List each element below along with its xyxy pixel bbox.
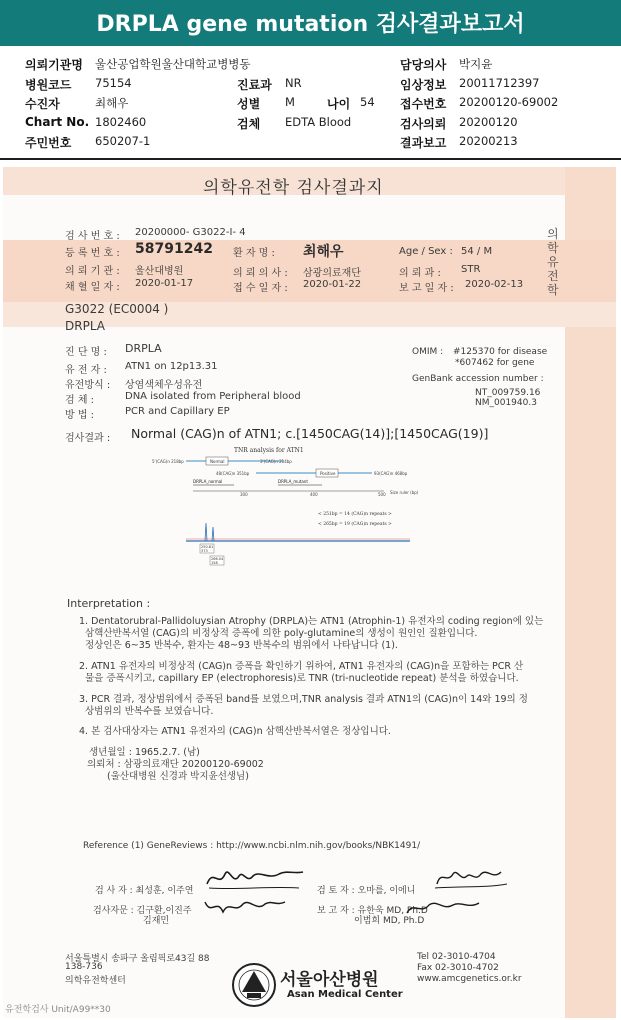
interp-4: 4. 본 검사대상자는 ATN1 유전자의 (CAG)n 삼핵산반복서열은 정상입니다. [79,726,391,737]
req-inst-value: 울산대병원 [135,266,184,277]
genbank-label: GenBank accession number : [412,374,544,384]
genbank-nt: NT_009759.16 [475,388,541,398]
receipt-no-label: 접수번호 [400,97,447,111]
hospital-code-label: 병원코드 [25,78,72,92]
req-inst-label: 의 뢰 기 관 : [65,266,120,277]
label-cag2: 3'(CAG)n 214bp [260,459,292,464]
age-label: 나이 [327,97,351,111]
side-char: 전 [547,269,559,283]
req-doctor-value: 삼광의료재단 [303,268,361,279]
gene-value: ATN1 on 12p13.31 [125,361,218,372]
patient-name-value: 최해우 [303,244,344,260]
side-char: 유 [547,255,559,269]
sex-label: 성별 [237,97,261,111]
reporter-signature [403,895,483,921]
request-date-value: 20200120 [459,115,518,129]
result-label: 검사결과 : [65,433,111,444]
patient-name-label: 환 자 명 : [233,248,275,259]
ruler-label: Size ruler (bp) [390,490,419,495]
report-date-value: 20200213 [459,134,518,148]
footer-left: 유전학검사 Unit/A99**30 [5,1005,111,1015]
specimen-label: 검체 [237,117,261,131]
department-value: NR [285,76,302,90]
ruler-300: 300 [240,492,248,497]
tnr-title: TNR analysis for ATN1 [234,447,304,454]
chart-no-label: Chart No. [25,115,90,129]
test-no-value: 20200000- G3022-I- 4 [135,227,246,238]
method-label: 방 법 : [65,410,95,421]
department-label: 진료과 [237,78,272,92]
reference: Reference (1) GeneReviews : http://www.ncbi.nlm.nih.gov/books/NBK1491/ [83,841,421,851]
legend-2: < 265bp = 19 (CAG)n repeats > [318,522,392,527]
label-cag4: 93(CAG)n 468bp [374,471,408,476]
legend-1: < 251bp = 14 (CAG)n repeats > [318,512,392,517]
institution-value: 울산공업학원울산대학교병병동 [95,57,251,71]
doctor-label: 담당의사 [400,58,447,72]
interp-2-line2: 물을 증폭시키고, capillary EP (electrophoresis)로 TNR (tri-nucleotide repeat) 분석을 하였습니다. [85,673,519,684]
req-doctor-label: 의 뢰 의 사 : [233,268,288,279]
side-char: 학 [547,241,559,255]
method-value: PCR and Capillary EP [125,406,230,417]
reviewer-signature [431,864,511,892]
reporter-label: 보 고 자 : 유한욱 MD, Ph.D [317,906,428,916]
interp-1-line1: 1. Dentatorubral-Pallidoluysian Atrophy (DRPLA)는 ATN1 (Atrophin-1) 유전자의 coding region에 있는 [79,616,544,627]
fax: Fax 02-3010-4702 [417,963,499,973]
doctor-value: 박지윤 [459,57,493,71]
report-date2-value: 2020-02-13 [465,279,524,290]
receipt-no-value: 20200120-69002 [459,95,559,109]
report-heading: 의학유전학 검사결과지 [203,178,384,198]
reviewer-label: 검 토 자 : 오마를, 이에니 [317,886,416,896]
label-positive: Positive [320,471,336,476]
test-name: DRPLA [65,319,105,333]
receipt-date-label: 접 수 일 자 : [233,283,288,294]
side-char: 의 [547,227,559,241]
patient-label: 수진자 [25,97,60,111]
label-drpla-normal: DRPLA_normal [193,479,223,484]
patient-info-panel [0,46,621,162]
peak1-area: 373 [201,549,208,553]
age-sex-label: Age / Sex : [399,246,453,257]
institution-label: 의뢰기관명 [25,58,83,72]
divider [0,158,621,160]
tester-label: 검 사 자 : 최성훈, 이주연 [95,886,194,896]
genbank-nm: NM_001940.3 [475,398,537,408]
reg-no-value: 58791242 [135,241,213,257]
diagnosis-label: 진 단 명 : [65,347,107,358]
interpretation-title: Interpretation : [67,597,151,610]
resident-no-label: 주민번호 [25,136,72,150]
reporter-2: 이범희 MD, Ph.D [354,916,425,926]
resident-no-value: 650207-1 [95,134,151,148]
ruler-400: 400 [310,492,318,497]
interp-3-line2: 상범위의 반복수를 보였습니다. [85,706,214,717]
asan-foundation-logo [231,962,277,1008]
collect-date-label: 채 혈 일 자 : [65,282,120,293]
hospital-name-ko: 서울아산병원 [280,970,379,990]
label-drpla-mutant: DRPLA_mutant [278,479,308,484]
supervisor-2: 김재민 [143,916,170,926]
test-no-label: 검 사 번 호 : [65,231,120,242]
tnr-analysis-figure [148,443,428,581]
gene-label: 유 전 자 : [65,365,107,376]
chart-no-value: 1802460 [95,115,147,129]
dept-value: STR [461,264,481,275]
supervisor-label: 검사자문 : 김구환,이진주 [93,906,192,916]
omim-gene: *607462 for gene [455,358,535,368]
report-date2-label: 보 고 일 자 : [399,283,454,294]
clinical-info-label: 임상정보 [400,78,447,92]
result-value: Normal (CAG)n of ATN1; c.[1450CAG(14)];[1450CAG(19)] [131,426,489,441]
trace-peaks [203,523,214,541]
tester-signature [199,862,309,894]
website: www.amcgenetics.or.kr [417,974,522,984]
address-line3: 의학유전학센터 [65,976,126,986]
interp-1-line2: 삼핵산반복서열 (CAG)의 비정상적 증폭에 의한 poly-glutamine의 생성이 원인인 질환입니다. [85,628,478,639]
omim-label: OMIM : [412,347,444,357]
age-sex-value: 54 / M [461,246,493,257]
address-line2: 138-736 [65,962,103,972]
address-line1: 서울특별시 송파구 올림픽로43길 88 [65,954,210,964]
inheritance-label: 유전방식 : [65,380,111,391]
receipt-date-value: 2020-01-22 [303,279,362,290]
report-title-bar [0,0,621,46]
reg-no-label: 등 록 번 호 : [65,248,120,259]
omim-disease: #125370 for disease [453,347,548,357]
peak2-area: 158 [211,561,218,565]
label-normal: Normal [210,459,225,464]
age-value: 54 [360,95,375,109]
peak2-label: 266.04 [211,557,224,561]
peak1-label: 250.81 [201,545,214,549]
scanned-report [3,167,616,1018]
diagnosis-value: DRPLA [125,342,162,355]
interp-1-line3: 정상인은 6~35 반복수, 환자는 48~93 반복수의 범위에서 나타납니다 (1). [85,640,398,651]
interp-3-line1: 3. PCR 결과, 정상범위에서 증폭된 band를 보였으며,TNR analysis 결과 ATN1의 (CAG)n이 14와 19의 정 [79,694,528,705]
tel: Tel 02-3010-4704 [417,952,496,962]
hospital-code-value: 75154 [95,76,132,90]
patient-value: 최해우 [95,96,129,110]
report-title: DRPLA gene mutation 검사결과보고서 [96,12,525,37]
birth-date: 생년월일 : 1965.2.7. (남) [89,747,200,758]
inheritance-value: 상염색체우성유전 [125,380,203,391]
side-char: 학 [547,283,559,297]
sample-label: 검 체 : [65,395,95,406]
label-cag1: 5'(CAG)n 218bp [152,459,184,464]
clinical-info-value: 20011712397 [459,76,540,90]
report-date-label: 결과보고 [400,136,447,150]
label-cag3: 48(CAG)n 351bp [216,471,250,476]
referral-2: (울산대병원 신경과 박지윤선생님) [107,771,249,782]
specimen-value: EDTA Blood [285,115,352,129]
collect-date-value: 2020-01-17 [135,278,194,289]
hospital-name-en: Asan Medical Center [287,989,403,1000]
ruler-500: 500 [378,492,386,497]
interp-2-line1: 2. ATN1 유전자의 비정상적 (CAG)n 증폭을 확인하기 위하여, ATN1 유전자의 (CAG)n을 포함하는 PCR 산 [79,661,524,672]
sex-value: M [285,95,295,109]
sample-value: DNA isolated from Peripheral blood [125,391,301,402]
request-date-label: 검사의뢰 [400,117,447,131]
test-code: G3022 (EC0004 ) [65,302,169,316]
supervisor-signature [199,892,289,922]
referral: 의뢰처 : 삼광의료재단 20200120-69002 [87,759,264,770]
dept-label: 의 뢰 과 : [399,268,441,279]
